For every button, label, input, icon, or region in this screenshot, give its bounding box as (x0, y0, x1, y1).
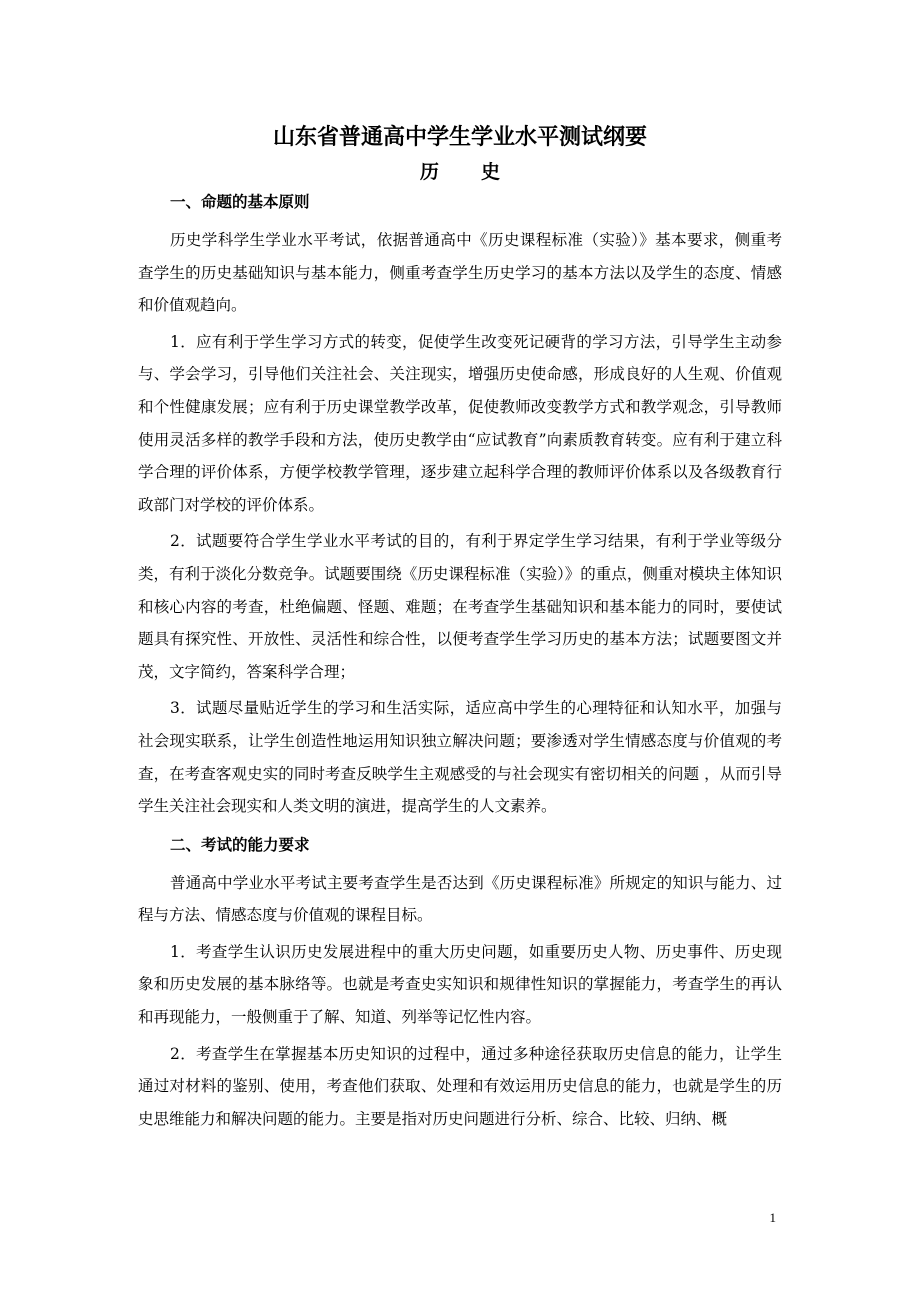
paragraph: 历史学科学生学业水平考试，依据普通高中《历史课程标准（实验）》基本要求，侧重考查学生的历史基础知识与基本能力，侧重考查学生历史学习的基本方法以及学生的态度、情感和价值观趋向。 (138, 231, 782, 315)
paragraph: 2．考查学生在掌握基本历史知识的过程中，通过多种途径获取历史信息的能力，让学生通过对材料的鉴别、使用，考查他们获取、处理和有效运用历史信息的能力，也就是学生的历史思维能力和解决问题的能力。主要是指对历史问题进行分析、综合、比较、归纳、概 (138, 1044, 782, 1128)
paragraph: 1．考查学生认识历史发展进程中的重大历史问题，如重要历史人物、历史事件、历史现象和历史发展的基本脉络等。也就是考查史实知识和规律性知识的掌握能力，考查学生的再认和再现能力，一般侧重于了解、知道、列举等记忆性内容。 (138, 942, 782, 1027)
paragraph: 2．试题要符合学生学业水平考试的目的，有利于界定学生学习结果，有利于学业等级分类，有利于淡化分数竞争。试题要围绕《历史课程标准（实验）》的重点，侧重对模块主体知识和核心内容的考查，杜绝偏题、怪题、难题；在考查学生基础知识和基本能力的同时，要使试题具有探究性、开放性、灵活性和综合性，以便考查学生学习历史的基本方法；试题要图文并茂，文字简约，答案科学合理； (138, 532, 782, 681)
paragraph: 普通高中学业水平考试主要考查学生是否达到《历史课程标准》所规定的知识与能力、过程与方法、情感态度与价值观的课程目标。 (138, 873, 782, 925)
document-title: 山东省普通高中学生学业水平测试纲要 (272, 124, 647, 150)
subject-heading (0, 158, 920, 186)
paragraph: 1．应有利于学生学习方式的转变，促使学生改变死记硬背的学习方法，引导学生主动参与、学会学习，引导他们关注社会、关注现实，增强历史使命感，形成良好的人生观、价值观和个性健康发展；应有利于历史课堂教学改革，促使教师改变教学方式和教学观念，引导教师使用灵活多样的教学手段和方法，使历史教学由“应试教育”向素质教育转变。应有利于建立科学合理的评价体系，方便学校教学管理，逐步建立起科学合理的教师评价体系以及各级教育行政部门对学校的评价体系。 (138, 332, 782, 514)
subject-char-2: 史 (481, 161, 501, 183)
paragraph: 3．试题尽量贴近学生的学习和生活实际，适应高中学生的心理特征和认知水平，加强与社会现实联系，让学生创造性地运用知识独立解决问题；要渗透对学生情感态度与价值观的考查，在考查客观史实的同时考查反映学生主观感受的与社会现实有密切相关的问题 ，从而引导学生关注社会现实和人类文明的演进，提高学生的人文素养。 (138, 699, 782, 816)
page-number: 1 (769, 1210, 776, 1225)
section-heading-1: 一、命题的基本原则 (170, 192, 310, 211)
subject-char-1: 历 (419, 161, 439, 183)
document-body (138, 190, 782, 1135)
section-heading-2: 二、考试的能力要求 (170, 834, 310, 854)
